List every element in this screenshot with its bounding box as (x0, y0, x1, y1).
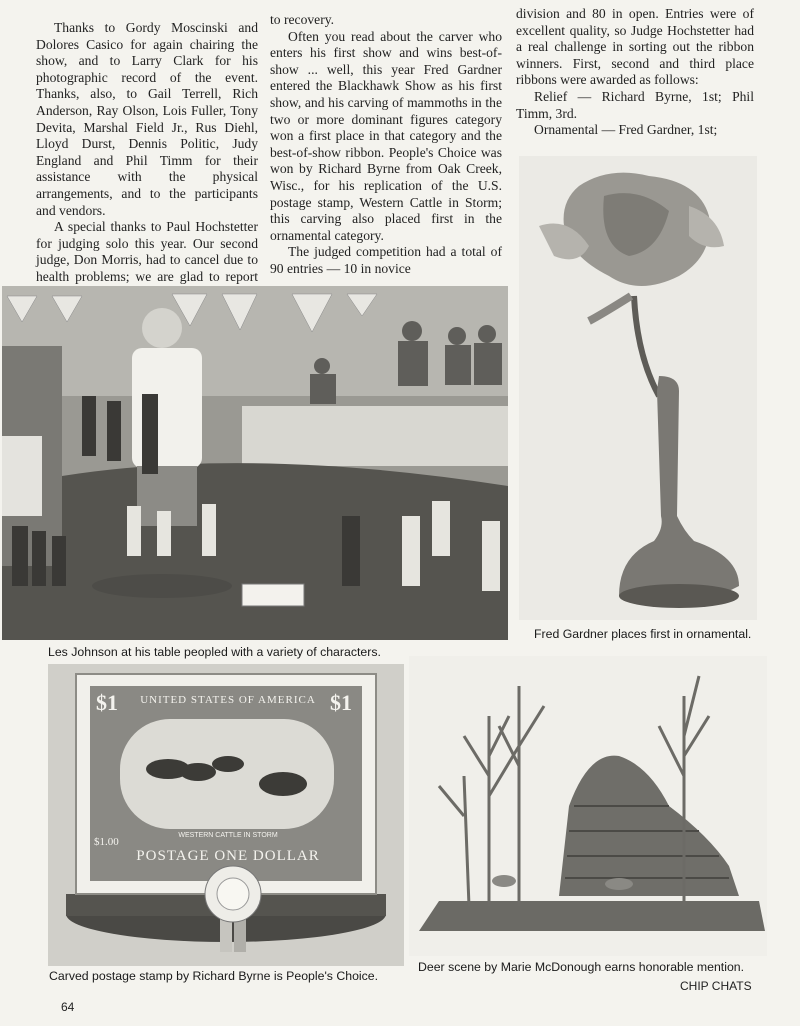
photo-deer-scene (409, 656, 767, 956)
caption-deer-scene: Deer scene by Marie McDonough earns honorable mention. (418, 960, 745, 974)
paragraph-best-of-show: Often you read about the carver who enters his first show and wins best-of-show ... well, this year Fred Gardner entered the Blackhawk Show as his first show, and his carving of mammoths in the two or more dominant figures category won a first place in that category and the best-of-show ribbon. People's Choice was won by Richard Byrne from Oak Creek, Wisc., for his replication of the U.S. postage stamp, Western Cattle in Storm; this carving also placed first in the ornamental category. (270, 28, 502, 243)
photo-les-johnson-table (2, 286, 508, 640)
paragraph-recovery: to recovery. (270, 12, 335, 27)
paragraph-relief: Relief — Richard Byrne, 1st; Phil Timm, 3rd. (516, 88, 754, 121)
stamp-denomination-right: $1 (330, 690, 352, 715)
photo-fred-gardner-rose (519, 156, 757, 620)
publication-name: CHIP CHATS (680, 979, 752, 993)
article-column-1 (36, 20, 258, 302)
paragraph-thanks: Thanks to Gordy Moscinski and Dolores Casico for again chairing the show, and to Larry Clark for his photographic record of the event. Thanks, also, to Gail Terrell, Rich Anderson, Ray Olson, Lois Fuller, Tony Devita, Marshal Field Jr., Rus Diehl, Lloyd Durst, Dennis Politic, Judy England and Phil Timm for their assistance with the physical arrangements, and to the participants and vendors. (36, 20, 258, 218)
stamp-bottom-text: POSTAGE ONE DOLLAR (136, 848, 320, 864)
paragraph-ornamental: Ornamental — Fred Gardner, 1st; (534, 122, 718, 138)
stamp-top-text: UNITED STATES OF AMERICA (140, 694, 316, 706)
paragraph-entries: division and 80 in open. Entries were of excellent quality, so Judge Hochstetter had a real challenge in sorting out the ribbon winners. First, second and third place ribbons were awarded as follows: (516, 6, 754, 88)
article-column-3 (516, 6, 754, 139)
stamp-subtitle: WESTERN CATTLE IN STORM (178, 832, 278, 839)
caption-postage-stamp: Carved postage stamp by Richard Byrne is People's Choice. (49, 969, 379, 983)
photo-carved-postage-stamp (48, 664, 404, 966)
paragraph-special-thanks: A special thanks to Paul Hochstetter for judging solo this year. Our second judge, Don Morris, had to cancel due to health problems; we are glad to report (36, 219, 258, 284)
article-column-2 (270, 12, 502, 278)
stamp-corner-value: $1.00 (94, 836, 119, 848)
photo-les-johnson-illustration (2, 286, 508, 640)
caption-les-johnson: Les Johnson at his table peopled with a variety of characters. (48, 645, 381, 659)
photo-rose-illustration (519, 156, 757, 620)
paragraph-judged-competition: The judged competition had a total of 90 entries — 10 in novice (270, 244, 502, 276)
deer-scene-illustration (409, 656, 767, 956)
caption-fred-gardner: Fred Gardner places first in ornamental. (534, 627, 752, 641)
stamp-denomination-left: $1 (96, 690, 118, 715)
ribbon-rosette-icon (198, 864, 268, 954)
page-number: 64 (61, 1000, 75, 1014)
